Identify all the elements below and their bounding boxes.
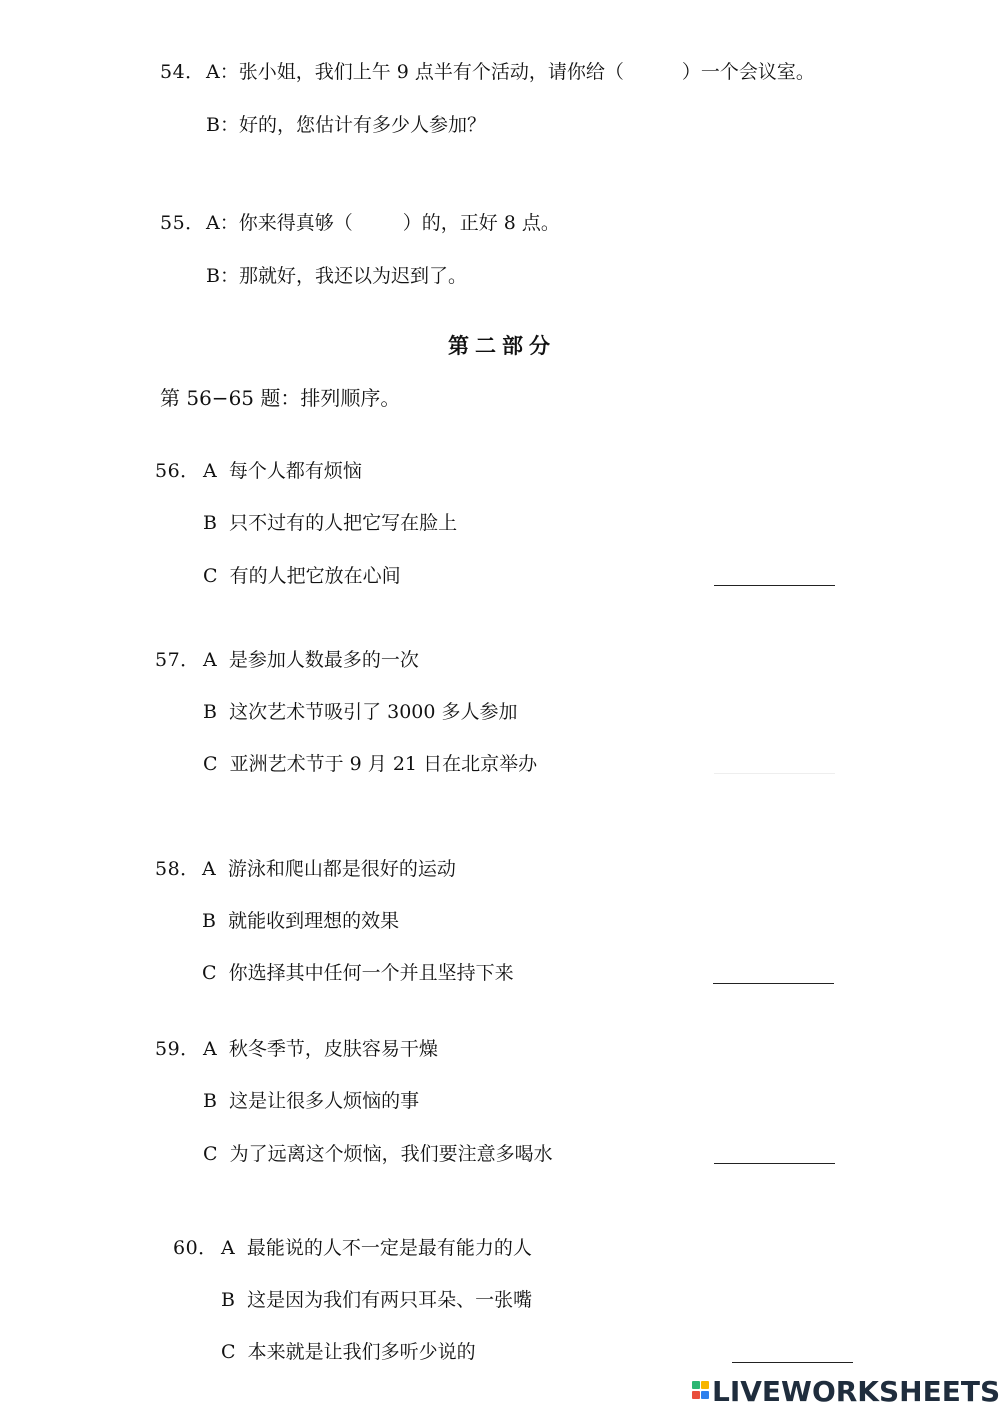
question-57-option-c (203, 752, 537, 776)
section-instruction: 第 56−65 题：排列顺序。 (160, 386, 401, 410)
option-text: 就能收到理想的效果 (228, 910, 400, 932)
option-text: 最能说的人不一定是最有能力的人 (246, 1237, 532, 1259)
option-text: 这是让很多人烦恼的事 (229, 1090, 420, 1112)
speaker-a-label: A： (206, 61, 239, 83)
speaker-a-label: A： (206, 212, 239, 234)
option-letter: C (203, 565, 218, 587)
option-letter: B (203, 512, 217, 534)
option-letter: B (203, 1090, 217, 1112)
option-letter: C (202, 962, 217, 984)
question-60-option-c (221, 1340, 476, 1364)
question-57-number: 57． (155, 649, 200, 671)
question-58-option-a (202, 857, 456, 881)
question-59-option-a (203, 1037, 438, 1061)
option-text: 你选择其中任何一个并且坚持下来 (228, 962, 514, 984)
option-letter: B (203, 701, 217, 723)
speaker-b-label: B： (206, 114, 239, 136)
option-letter: C (203, 753, 218, 775)
question-54-line-a (206, 60, 815, 84)
question-60-answer-line[interactable] (732, 1362, 853, 1363)
option-letter: B (202, 910, 216, 932)
question-57-option-b (203, 700, 518, 724)
question-59-answer-line[interactable] (714, 1163, 835, 1164)
question-60-number: 60． (173, 1237, 218, 1259)
option-text: 这次艺术节吸引了 3000 多人参加 (229, 701, 518, 723)
option-text: 为了远离这个烦恼，我们要注意多喝水 (229, 1143, 553, 1165)
option-letter: A (203, 649, 217, 671)
question-55-b-text: 那就好，我还以为迟到了。 (238, 265, 467, 287)
option-letter: A (203, 460, 217, 482)
question-59-option-c (203, 1142, 553, 1166)
option-letter: C (203, 1143, 218, 1165)
option-text: 秋冬季节，皮肤容易干燥 (228, 1038, 438, 1060)
question-58-option-b (202, 909, 399, 933)
question-55-line-b (206, 264, 467, 288)
question-55-number: 55． (160, 212, 205, 234)
option-text: 这是因为我们有两只耳朵、一张嘴 (247, 1289, 533, 1311)
question-54-b-text: 好的，您估计有多少人参加？ (238, 114, 486, 136)
section-title: 第二部分 (448, 333, 556, 358)
question-56-number: 56． (155, 460, 200, 482)
question-55-a-text-end: ）的，正好 8 点。 (402, 212, 560, 234)
option-text: 本来就是让我们多听少说的 (247, 1341, 476, 1363)
liveworksheets-logo-mark-icon (692, 1377, 710, 1405)
question-60-option-b (221, 1288, 532, 1312)
question-55-a-text-start: 你来得真够（ (238, 212, 353, 234)
liveworksheets-logo-text: LIVEWORKSHEETS (712, 1374, 1000, 1408)
option-text: 游泳和爬山都是很好的运动 (227, 858, 456, 880)
question-58-answer-line[interactable] (713, 983, 834, 984)
question-54-a-text-start: 张小姐，我们上午 9 点半有个活动，请你给（ (238, 61, 624, 83)
question-57-answer-line[interactable] (714, 773, 835, 774)
question-56-option-c (203, 564, 401, 588)
option-letter: C (221, 1341, 236, 1363)
option-letter: A (202, 858, 216, 880)
question-56-option-a (203, 459, 362, 483)
question-57-option-a (203, 648, 419, 672)
option-letter: A (203, 1038, 217, 1060)
option-text: 是参加人数最多的一次 (228, 649, 419, 671)
option-text: 每个人都有烦恼 (228, 460, 362, 482)
option-text: 亚洲艺术节于 9 月 21 日在北京举办 (229, 753, 538, 775)
option-letter: B (221, 1289, 235, 1311)
question-59-number: 59． (155, 1038, 200, 1060)
liveworksheets-logo[interactable] (692, 1374, 1000, 1408)
question-54-line-b (206, 113, 486, 137)
option-text: 有的人把它放在心间 (229, 565, 401, 587)
question-56-answer-line[interactable] (714, 585, 835, 586)
question-56-option-b (203, 511, 457, 535)
question-60-option-a (221, 1236, 532, 1260)
option-letter: A (221, 1237, 235, 1259)
speaker-b-label: B： (206, 265, 239, 287)
question-55-line-a (206, 211, 560, 235)
question-54-number: 54． (160, 61, 205, 83)
question-54-a-text-end: ）一个会议室。 (681, 61, 815, 83)
option-text: 只不过有的人把它写在脸上 (229, 512, 458, 534)
question-58-option-c (202, 961, 514, 985)
question-59-option-b (203, 1089, 419, 1113)
question-58-number: 58． (155, 858, 200, 880)
